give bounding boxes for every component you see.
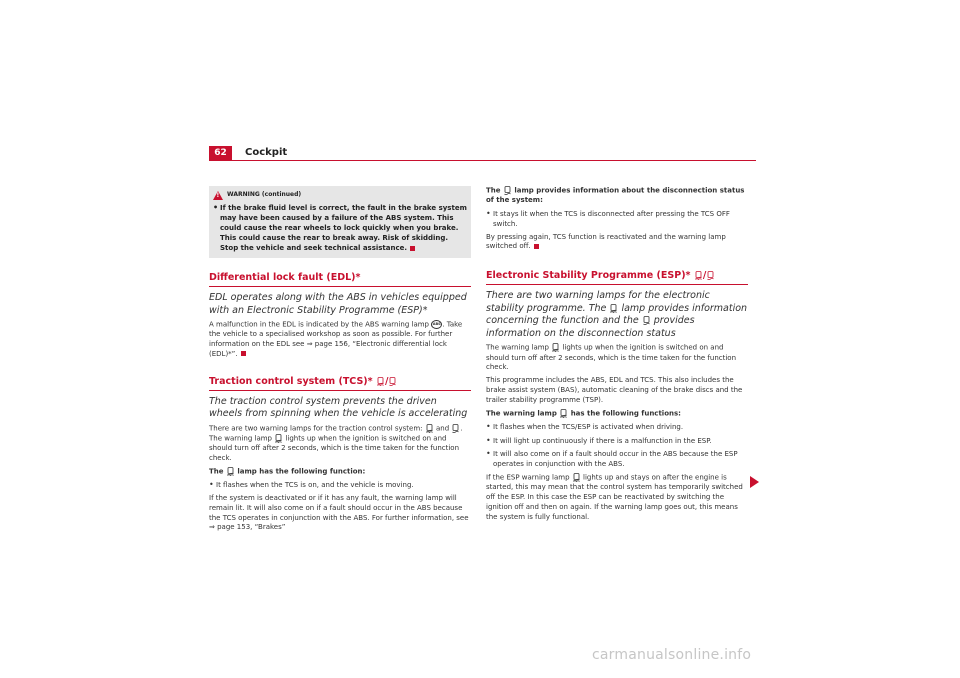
tcs-paragraph-2: If the system is deactivated or if it has any fault, the warning lamp will remain lit. It will also come on if a fault should occur in the ABS because the TCS operates in conjunction with the ABS. For further information, see ⇒ page 153, “Brakes” — [209, 493, 469, 532]
section-end-icon — [241, 351, 246, 356]
esp-flashing-lamp-icon — [573, 473, 580, 482]
esp-flashing-lamp-icon — [552, 343, 559, 352]
esp-flashing-lamp-icon — [610, 304, 617, 313]
esp-flashing-lamp-icon — [695, 271, 702, 280]
tcs-flashing-lamp-icon — [426, 424, 433, 433]
tcs-flashing-lamp-icon — [227, 467, 234, 476]
edl-lead: EDL operates along with the ABS in vehicles equipped with an Electronic Stability Programme (ESP)* — [209, 292, 467, 316]
edl-heading: Differential lock fault (EDL)* — [209, 272, 471, 287]
esp-lead: There are two warning lamps for the electronic stability programme. The lamp provides information concerning the function and the provides information on the disconnection status — [486, 290, 748, 339]
watermark: carmanualsonline.info — [592, 647, 752, 663]
esp-flashing-lamp-icon — [560, 409, 567, 418]
right-column — [486, 186, 748, 526]
page-number-badge: 62 — [209, 146, 232, 160]
esp-paragraph-3: If the ESP warning lamp lights up and stays on after the engine is started, this may mean that the control system has temporarily switched off the ESP. In this case the ESP can be reactivated by switching the ignition off and then on again. If the warning lamp goes out, this means the system is fully functional. — [486, 473, 743, 521]
esp-heading: Electronic Stability Programme (ESP)* / — [486, 270, 748, 285]
warning-label: WARNING (continued) — [227, 191, 302, 198]
tcs-function-label: The lamp has the following function: — [209, 467, 366, 476]
edl-paragraph: A malfunction in the EDL is indicated by the ABS warning lamp ABS . Take the vehicle to a specialised workshop as soon as possible. For further information on the EDL see ⇒ page 156, “Electronic differential lock (EDL)*”. — [209, 320, 463, 358]
header-rule — [209, 160, 756, 161]
esp-function-label: The warning lamp has the following functions: — [486, 409, 681, 418]
esp-off-lamp-icon — [643, 316, 650, 325]
tcs-heading: Traction control system (TCS)* / — [209, 376, 471, 391]
esp-paragraph-2: This programme includes the ABS, EDL and TCS. This also includes the brake assist system (BAS), automatic cleaning of the brake discs and the trailer stability programme (TSP). — [486, 376, 743, 404]
tcs-off-lamp-icon — [452, 424, 459, 433]
tcs-off-lamp-icon — [389, 377, 396, 386]
section-end-icon — [534, 244, 539, 249]
tcs-off-bullet: • It stays lit when the TCS is disconnected after pressing the TCS OFF switch. — [486, 209, 748, 230]
warning-text: • If the brake fluid level is correct, the fault in the brake system may have been caused by a failure of the ABS system. This could cause the rear wheels to lock quickly when you brake. This could cause the rear to break away. Risk of skidding. Stop the vehicle and seek technical assistance. — [213, 203, 467, 253]
esp-off-lamp-icon — [707, 271, 714, 280]
esp-paragraph-1: The warning lamp lights up when the ignition is switched on and should turn off after 2 seconds, which is the time taken for the function check. — [486, 343, 737, 372]
esp-bullet-3: • It will also come on if a fault should occur in the ABS because the ESP operates in conjunction with the ABS. — [486, 449, 748, 470]
section-end-icon — [410, 246, 415, 251]
abs-warning-lamp-icon: ABS — [431, 320, 442, 329]
tcs-reactivate-paragraph: By pressing again, TCS function is reactivated and the warning lamp switched off. — [486, 232, 726, 251]
continue-arrow-icon — [750, 476, 759, 488]
tcs-lead: The traction control system prevents the driven wheels from spinning when the vehicle is accelerating — [209, 395, 468, 420]
warning-box — [209, 186, 471, 258]
esp-bullet-1: • It flashes when the TCS/ESP is activated when driving. — [486, 422, 748, 433]
tcs-off-info: The lamp provides information about the disconnection status of the system: — [486, 186, 745, 205]
tcs-off-lamp-icon — [504, 186, 511, 195]
warning-triangle-icon — [213, 191, 223, 200]
left-column — [209, 186, 471, 536]
esp-bullet-2: • It will light up continuously if there is a malfunction in the ESP. — [486, 436, 748, 447]
tcs-bullet-1: • It flashes when the TCS is on, and the vehicle is moving. — [209, 480, 471, 491]
tcs-paragraph-1: There are two warning lamps for the traction control system: and . The warning lamp lights up when the ignition is switched on and should turn off after 2 seconds, which is the time taken for the function check. — [209, 424, 463, 463]
tcs-flashing-lamp-icon — [377, 377, 384, 386]
header-title: Cockpit — [245, 147, 288, 158]
tcs-flashing-lamp-icon — [275, 434, 282, 443]
